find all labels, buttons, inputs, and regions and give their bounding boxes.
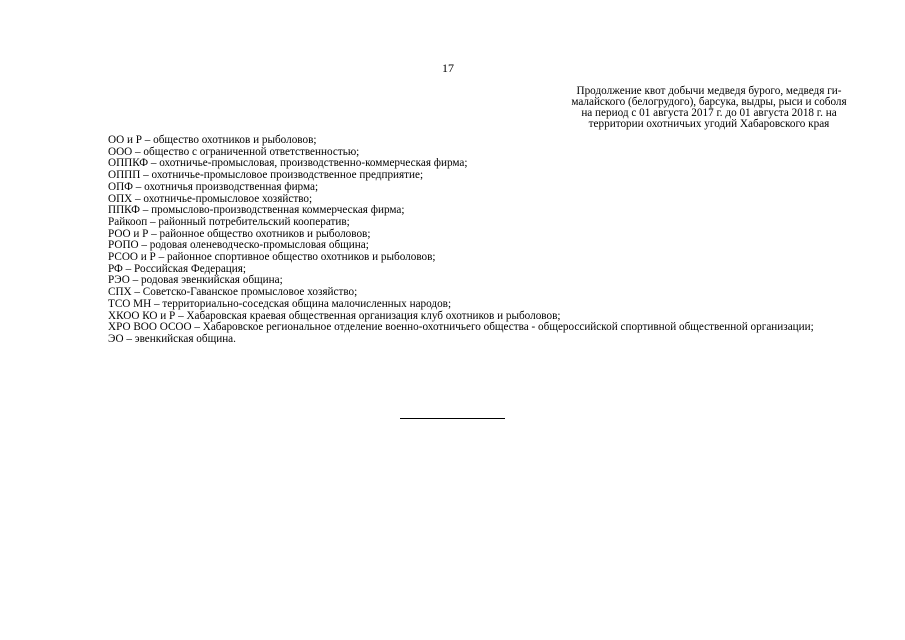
caption-line: территории охотничьих угодий Хабаровского края [588,118,830,130]
abbreviation-item: ЭО – эвенкийская община. [108,332,236,345]
abbreviation-item: ОПХ – охотничье-промысловое хозяйство; [108,192,313,205]
abbreviation-item: РОПО – родовая оленеводческо-промысловая община; [108,239,369,252]
page-number: 17 [442,61,454,75]
abbreviation-item: ППКФ – промыслово-производственная коммерческая фирма; [108,204,405,217]
abbreviation-item: ООО – общество с ограниченной ответственностью; [108,145,360,158]
abbreviation-item: СПХ – Советско-Гаванское промысловое хозяйство; [108,286,358,299]
abbreviation-item: РЭО – родовая эвенкийская община; [108,274,283,287]
abbreviation-item: РСОО и Р – районное спортивное общество охотников и рыболовов; [108,251,436,264]
abbreviation-item: РОО и Р – районное общество охотников и рыболовов; [108,227,371,240]
abbreviation-item: ХРО ВОО ОСОО – Хабаровское региональное отделение военно-охотничьего общества - общероссийской спортивной общественной организации; [108,321,814,334]
abbreviation-item: РФ – Российская Федерация; [108,262,247,275]
abbreviation-item: ТСО МН – территориально-соседская община малочисленных народов; [108,297,452,310]
end-separator-line [400,418,505,419]
abbreviation-item: ОППП – охотничье-промысловое производственное предприятие; [108,169,424,182]
caption-line: малайского (белогрудого), барсука, выдры, рыси и соболя [571,96,847,108]
abbreviation-item: ОПФ – охотничья производственная фирма; [108,180,319,193]
abbreviations-list [108,135,868,346]
abbreviation-item: Райкооп – районный потребительский кооператив; [108,215,350,228]
abbreviation-item: ОППКФ – охотничье-промысловая, производственно-коммерческая фирма; [108,157,468,170]
abbreviation-item: ОО и Р – общество охотников и рыболовов; [108,134,317,146]
caption-line: на период с 01 августа 2017 г. до 01 августа 2018 г. на [581,107,837,119]
table-continuation-caption [548,86,870,130]
abbreviation-item: ХКОО КО и Р – Хабаровская краевая общественная организация клуб охотников и рыболовов; [108,309,561,322]
caption-line: Продолжение квот добычи медведя бурого, медведя ги- [576,85,842,97]
